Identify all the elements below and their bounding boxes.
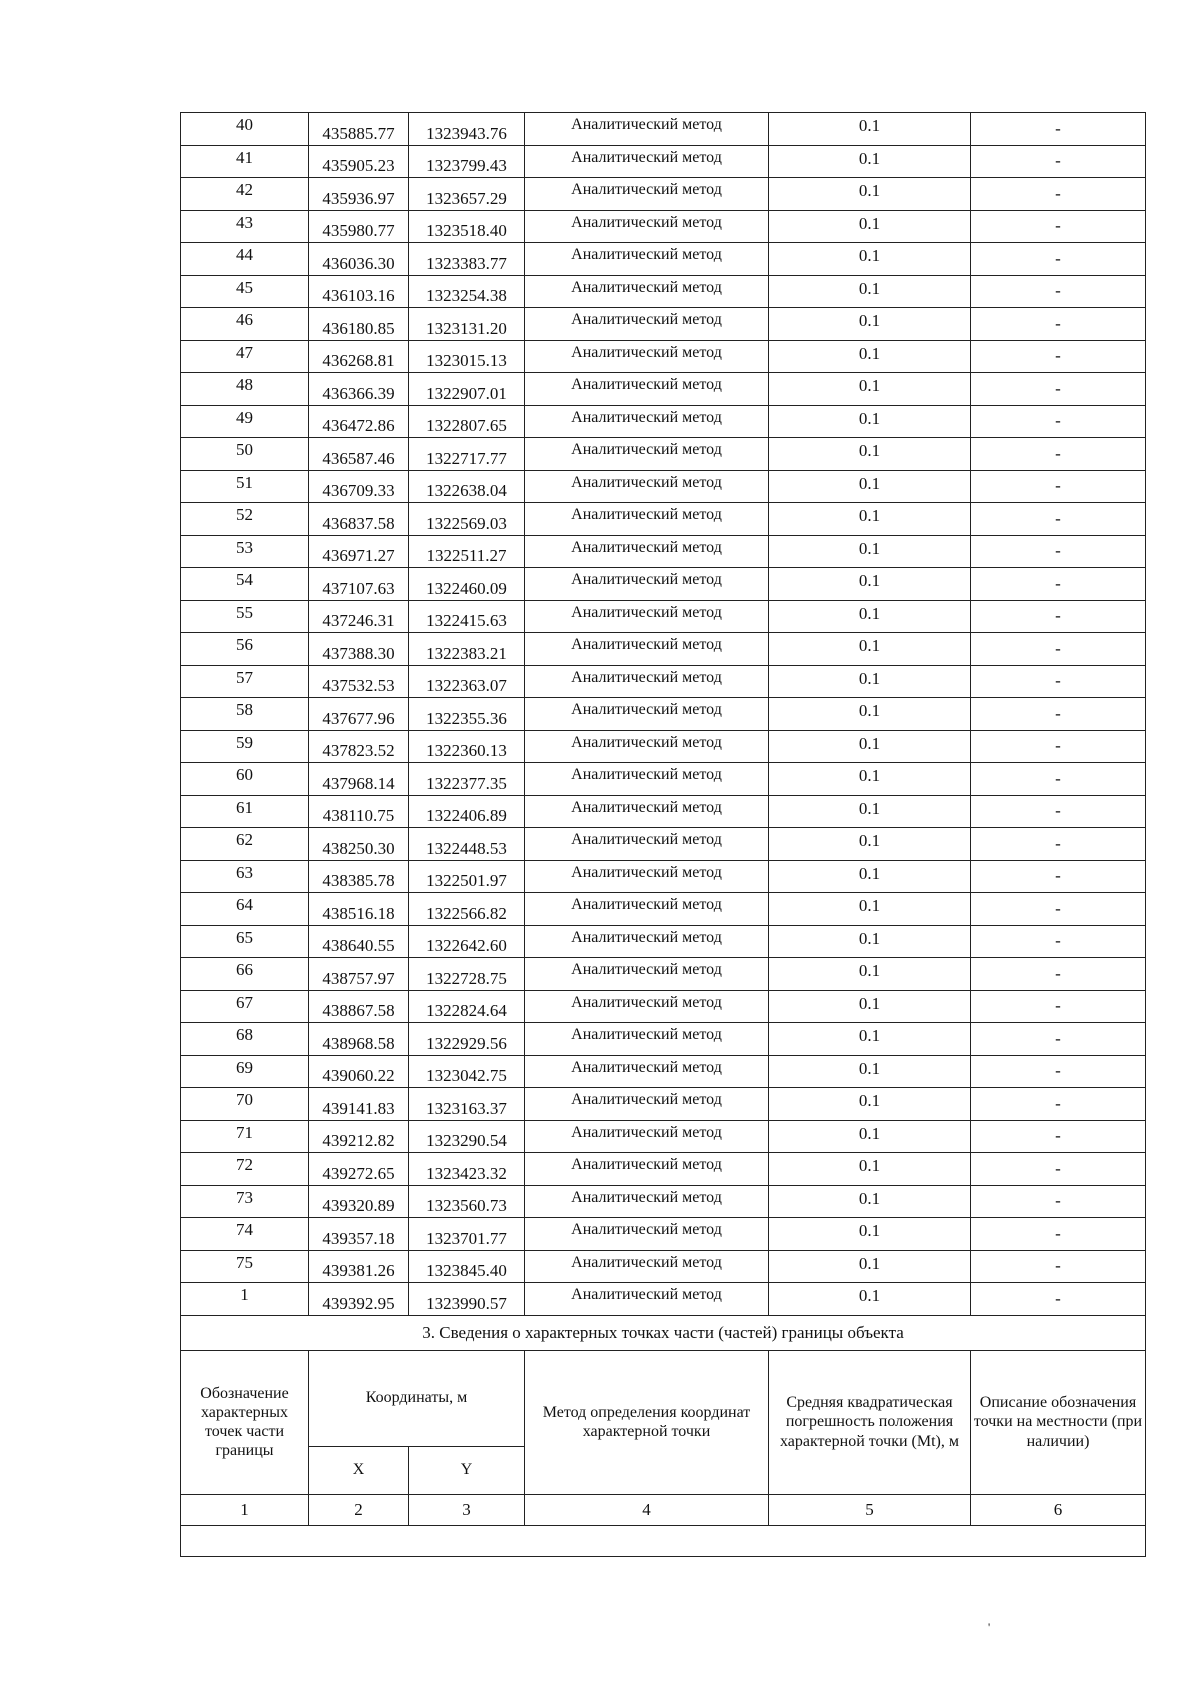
accuracy-cell: 0.1 (769, 405, 971, 438)
accuracy-cell: 0.1 (769, 535, 971, 568)
coord-x: 437246.31 (309, 600, 409, 633)
coord-x: 438250.30 (309, 828, 409, 861)
accuracy-cell: 0.1 (769, 1218, 971, 1251)
footer-mark: ' (988, 1620, 991, 1634)
table-row (181, 828, 1146, 861)
description-cell: - (971, 535, 1146, 568)
section3-title: 3. Сведения о характерных точках части (частей) границы объекта (181, 1315, 1146, 1350)
accuracy-cell: 0.1 (769, 503, 971, 536)
table-row (181, 1088, 1146, 1121)
table-row (181, 990, 1146, 1023)
point-number: 60 (181, 763, 309, 796)
method-cell: Аналитический метод (525, 503, 769, 536)
point-number: 40 (181, 113, 309, 146)
coord-y: 1322415.63 (409, 600, 525, 633)
coord-y: 1322460.09 (409, 568, 525, 601)
method-cell: Аналитический метод (525, 405, 769, 438)
coord-y: 1323163.37 (409, 1088, 525, 1121)
description-cell: - (971, 958, 1146, 991)
coord-y: 1322360.13 (409, 730, 525, 763)
point-number: 68 (181, 1023, 309, 1056)
table-row (181, 795, 1146, 828)
coord-x: 439212.82 (309, 1120, 409, 1153)
description-cell: - (971, 1088, 1146, 1121)
description-cell: - (971, 893, 1146, 926)
description-cell: - (971, 373, 1146, 406)
coord-x: 439272.65 (309, 1153, 409, 1186)
coord-y: 1322824.64 (409, 990, 525, 1023)
point-number: 57 (181, 665, 309, 698)
point-number: 51 (181, 470, 309, 503)
table-row (181, 1120, 1146, 1153)
method-cell: Аналитический метод (525, 990, 769, 1023)
accuracy-cell: 0.1 (769, 178, 971, 211)
accuracy-cell: 0.1 (769, 145, 971, 178)
accuracy-cell: 0.1 (769, 438, 971, 471)
accuracy-cell: 0.1 (769, 340, 971, 373)
accuracy-cell: 0.1 (769, 828, 971, 861)
coord-x: 437823.52 (309, 730, 409, 763)
coord-x: 437532.53 (309, 665, 409, 698)
description-cell: - (971, 275, 1146, 308)
table-row (181, 1055, 1146, 1088)
point-number: 55 (181, 600, 309, 633)
description-cell: - (971, 990, 1146, 1023)
coord-x: 439320.89 (309, 1185, 409, 1218)
table-row (181, 210, 1146, 243)
header-point: Обозначение характерных точек части границы (181, 1350, 309, 1494)
point-number: 71 (181, 1120, 309, 1153)
accuracy-cell: 0.1 (769, 1120, 971, 1153)
coord-y: 1323990.57 (409, 1283, 525, 1316)
empty-cell (181, 1525, 1146, 1556)
method-cell: Аналитический метод (525, 438, 769, 471)
description-cell: - (971, 438, 1146, 471)
table-row (181, 308, 1146, 341)
coord-x: 435936.97 (309, 178, 409, 211)
description-cell: - (971, 145, 1146, 178)
coord-x: 437107.63 (309, 568, 409, 601)
table-row (181, 1250, 1146, 1283)
column-number: 5 (769, 1494, 971, 1525)
accuracy-cell: 0.1 (769, 698, 971, 731)
accuracy-cell: 0.1 (769, 1250, 971, 1283)
column-numbers-row (181, 1494, 1146, 1525)
coord-y: 1322717.77 (409, 438, 525, 471)
coord-y: 1322566.82 (409, 893, 525, 926)
table-row (181, 438, 1146, 471)
description-cell: - (971, 795, 1146, 828)
accuracy-cell: 0.1 (769, 113, 971, 146)
coord-x: 436036.30 (309, 243, 409, 276)
coord-y: 1323799.43 (409, 145, 525, 178)
accuracy-cell: 0.1 (769, 795, 971, 828)
method-cell: Аналитический метод (525, 698, 769, 731)
table-row (181, 1283, 1146, 1316)
point-number: 64 (181, 893, 309, 926)
document-sheet (180, 112, 1145, 1557)
point-number: 54 (181, 568, 309, 601)
accuracy-cell: 0.1 (769, 600, 971, 633)
coord-x: 436268.81 (309, 340, 409, 373)
header-accuracy: Средняя квадратическая погрешность положения характерной точки (Mt), м (769, 1350, 971, 1494)
point-number: 50 (181, 438, 309, 471)
coord-x: 439357.18 (309, 1218, 409, 1251)
description-cell: - (971, 828, 1146, 861)
accuracy-cell: 0.1 (769, 665, 971, 698)
method-cell: Аналитический метод (525, 1088, 769, 1121)
table-row (181, 275, 1146, 308)
description-cell: - (971, 243, 1146, 276)
point-number: 72 (181, 1153, 309, 1186)
coord-x: 436103.16 (309, 275, 409, 308)
description-cell: - (971, 470, 1146, 503)
coord-y: 1322501.97 (409, 860, 525, 893)
description-cell: - (971, 178, 1146, 211)
description-cell: - (971, 1153, 1146, 1186)
coord-x: 436971.27 (309, 535, 409, 568)
method-cell: Аналитический метод (525, 1023, 769, 1056)
coord-y: 1322511.27 (409, 535, 525, 568)
coord-y: 1323383.77 (409, 243, 525, 276)
coord-y: 1323701.77 (409, 1218, 525, 1251)
table-row (181, 113, 1146, 146)
accuracy-cell: 0.1 (769, 1088, 971, 1121)
coord-x: 436837.58 (309, 503, 409, 536)
point-number: 44 (181, 243, 309, 276)
coord-y: 1322377.35 (409, 763, 525, 796)
description-cell: - (971, 568, 1146, 601)
coord-x: 437677.96 (309, 698, 409, 731)
header-x: X (309, 1446, 409, 1494)
description-cell: - (971, 600, 1146, 633)
coord-y: 1322907.01 (409, 373, 525, 406)
coord-y: 1322807.65 (409, 405, 525, 438)
coord-x: 438757.97 (309, 958, 409, 991)
table-row (181, 145, 1146, 178)
point-number: 43 (181, 210, 309, 243)
table-row (181, 373, 1146, 406)
coord-x: 438516.18 (309, 893, 409, 926)
method-cell: Аналитический метод (525, 1055, 769, 1088)
description-cell: - (971, 405, 1146, 438)
method-cell: Аналитический метод (525, 275, 769, 308)
accuracy-cell: 0.1 (769, 568, 971, 601)
description-cell: - (971, 210, 1146, 243)
coord-y: 1323560.73 (409, 1185, 525, 1218)
method-cell: Аналитический метод (525, 210, 769, 243)
point-number: 62 (181, 828, 309, 861)
coord-y: 1323131.20 (409, 308, 525, 341)
coordinates-table (180, 112, 1146, 1557)
table-row (181, 503, 1146, 536)
accuracy-cell: 0.1 (769, 1283, 971, 1316)
coord-y: 1322383.21 (409, 633, 525, 666)
coord-x: 437388.30 (309, 633, 409, 666)
point-number: 66 (181, 958, 309, 991)
method-cell: Аналитический метод (525, 763, 769, 796)
coord-x: 436587.46 (309, 438, 409, 471)
table-row (181, 243, 1146, 276)
point-number: 63 (181, 860, 309, 893)
accuracy-cell: 0.1 (769, 243, 971, 276)
table-row (181, 535, 1146, 568)
description-cell: - (971, 308, 1146, 341)
table-row (181, 893, 1146, 926)
coord-y: 1323254.38 (409, 275, 525, 308)
point-number: 1 (181, 1283, 309, 1316)
coord-x: 438640.55 (309, 925, 409, 958)
table-row (181, 405, 1146, 438)
point-number: 41 (181, 145, 309, 178)
coord-y: 1323015.13 (409, 340, 525, 373)
accuracy-cell: 0.1 (769, 275, 971, 308)
point-number: 74 (181, 1218, 309, 1251)
header-description: Описание обозначения точки на местности (при наличии) (971, 1350, 1146, 1494)
description-cell: - (971, 1283, 1146, 1316)
point-number: 47 (181, 340, 309, 373)
point-number: 46 (181, 308, 309, 341)
column-number: 6 (971, 1494, 1146, 1525)
coord-x: 439060.22 (309, 1055, 409, 1088)
method-cell: Аналитический метод (525, 145, 769, 178)
table-row (181, 860, 1146, 893)
method-cell: Аналитический метод (525, 600, 769, 633)
method-cell: Аналитический метод (525, 860, 769, 893)
description-cell: - (971, 1218, 1146, 1251)
table-row (181, 730, 1146, 763)
method-cell: Аналитический метод (525, 340, 769, 373)
table-row (181, 698, 1146, 731)
method-cell: Аналитический метод (525, 1185, 769, 1218)
coord-y: 1322638.04 (409, 470, 525, 503)
coord-y: 1322448.53 (409, 828, 525, 861)
accuracy-cell: 0.1 (769, 308, 971, 341)
method-cell: Аналитический метод (525, 535, 769, 568)
coord-y: 1322728.75 (409, 958, 525, 991)
description-cell: - (971, 665, 1146, 698)
point-number: 65 (181, 925, 309, 958)
accuracy-cell: 0.1 (769, 1023, 971, 1056)
method-cell: Аналитический метод (525, 178, 769, 211)
coord-y: 1323042.75 (409, 1055, 525, 1088)
description-cell: - (971, 1120, 1146, 1153)
accuracy-cell: 0.1 (769, 633, 971, 666)
coord-x: 439381.26 (309, 1250, 409, 1283)
coord-x: 436709.33 (309, 470, 409, 503)
method-cell: Аналитический метод (525, 730, 769, 763)
coord-y: 1322363.07 (409, 665, 525, 698)
accuracy-cell: 0.1 (769, 893, 971, 926)
accuracy-cell: 0.1 (769, 1153, 971, 1186)
coord-y: 1322642.60 (409, 925, 525, 958)
point-number: 45 (181, 275, 309, 308)
method-cell: Аналитический метод (525, 958, 769, 991)
accuracy-cell: 0.1 (769, 1055, 971, 1088)
coord-x: 438968.58 (309, 1023, 409, 1056)
coord-x: 439392.95 (309, 1283, 409, 1316)
description-cell: - (971, 925, 1146, 958)
description-cell: - (971, 503, 1146, 536)
coord-y: 1322406.89 (409, 795, 525, 828)
point-number: 67 (181, 990, 309, 1023)
description-cell: - (971, 763, 1146, 796)
accuracy-cell: 0.1 (769, 860, 971, 893)
accuracy-cell: 0.1 (769, 925, 971, 958)
column-number: 1 (181, 1494, 309, 1525)
point-number: 42 (181, 178, 309, 211)
table-row (181, 925, 1146, 958)
section3-block (181, 1315, 1146, 1556)
point-number: 48 (181, 373, 309, 406)
coordinates-table-body (181, 113, 1146, 1316)
method-cell: Аналитический метод (525, 633, 769, 666)
accuracy-cell: 0.1 (769, 763, 971, 796)
method-cell: Аналитический метод (525, 925, 769, 958)
coord-x: 439141.83 (309, 1088, 409, 1121)
method-cell: Аналитический метод (525, 828, 769, 861)
accuracy-cell: 0.1 (769, 958, 971, 991)
coord-y: 1323845.40 (409, 1250, 525, 1283)
method-cell: Аналитический метод (525, 1120, 769, 1153)
method-cell: Аналитический метод (525, 373, 769, 406)
coord-y: 1323423.32 (409, 1153, 525, 1186)
coord-x: 438867.58 (309, 990, 409, 1023)
point-number: 56 (181, 633, 309, 666)
table-row (181, 600, 1146, 633)
description-cell: - (971, 730, 1146, 763)
point-number: 69 (181, 1055, 309, 1088)
point-number: 73 (181, 1185, 309, 1218)
accuracy-cell: 0.1 (769, 730, 971, 763)
description-cell: - (971, 1185, 1146, 1218)
header-method: Метод определения координат характерной точки (525, 1350, 769, 1494)
point-number: 58 (181, 698, 309, 731)
description-cell: - (971, 860, 1146, 893)
column-number: 3 (409, 1494, 525, 1525)
table-row (181, 1185, 1146, 1218)
coord-x: 435980.77 (309, 210, 409, 243)
point-number: 53 (181, 535, 309, 568)
description-cell: - (971, 1023, 1146, 1056)
point-number: 75 (181, 1250, 309, 1283)
coord-y: 1323518.40 (409, 210, 525, 243)
accuracy-cell: 0.1 (769, 1185, 971, 1218)
coord-x: 435885.77 (309, 113, 409, 146)
point-number: 49 (181, 405, 309, 438)
coord-x: 438110.75 (309, 795, 409, 828)
description-cell: - (971, 698, 1146, 731)
header-y: Y (409, 1446, 525, 1494)
method-cell: Аналитический метод (525, 470, 769, 503)
method-cell: Аналитический метод (525, 243, 769, 276)
point-number: 52 (181, 503, 309, 536)
coord-y: 1322355.36 (409, 698, 525, 731)
method-cell: Аналитический метод (525, 1250, 769, 1283)
coord-x: 438385.78 (309, 860, 409, 893)
coord-y: 1323290.54 (409, 1120, 525, 1153)
method-cell: Аналитический метод (525, 308, 769, 341)
coord-x: 436472.86 (309, 405, 409, 438)
table-row (181, 1218, 1146, 1251)
description-cell: - (971, 1055, 1146, 1088)
coord-x: 436366.39 (309, 373, 409, 406)
table-row (181, 1023, 1146, 1056)
table-row (181, 568, 1146, 601)
table-row (181, 633, 1146, 666)
accuracy-cell: 0.1 (769, 373, 971, 406)
header-coordinates: Координаты, м (309, 1350, 525, 1446)
method-cell: Аналитический метод (525, 795, 769, 828)
table-row (181, 340, 1146, 373)
method-cell: Аналитический метод (525, 568, 769, 601)
point-number: 61 (181, 795, 309, 828)
accuracy-cell: 0.1 (769, 210, 971, 243)
column-number: 4 (525, 1494, 769, 1525)
accuracy-cell: 0.1 (769, 470, 971, 503)
description-cell: - (971, 1250, 1146, 1283)
method-cell: Аналитический метод (525, 1218, 769, 1251)
coord-y: 1323943.76 (409, 113, 525, 146)
point-number: 59 (181, 730, 309, 763)
table-row (181, 958, 1146, 991)
coord-y: 1323657.29 (409, 178, 525, 211)
column-number: 2 (309, 1494, 409, 1525)
method-cell: Аналитический метод (525, 1283, 769, 1316)
table-row (181, 763, 1146, 796)
coord-x: 437968.14 (309, 763, 409, 796)
description-cell: - (971, 340, 1146, 373)
accuracy-cell: 0.1 (769, 990, 971, 1023)
table-row (181, 1153, 1146, 1186)
table-row (181, 470, 1146, 503)
empty-row (181, 1525, 1146, 1556)
method-cell: Аналитический метод (525, 113, 769, 146)
coord-x: 436180.85 (309, 308, 409, 341)
method-cell: Аналитический метод (525, 893, 769, 926)
description-cell: - (971, 113, 1146, 146)
description-cell: - (971, 633, 1146, 666)
method-cell: Аналитический метод (525, 1153, 769, 1186)
table-row (181, 665, 1146, 698)
table-row (181, 178, 1146, 211)
point-number: 70 (181, 1088, 309, 1121)
coord-y: 1322569.03 (409, 503, 525, 536)
coord-x: 435905.23 (309, 145, 409, 178)
coord-y: 1322929.56 (409, 1023, 525, 1056)
method-cell: Аналитический метод (525, 665, 769, 698)
